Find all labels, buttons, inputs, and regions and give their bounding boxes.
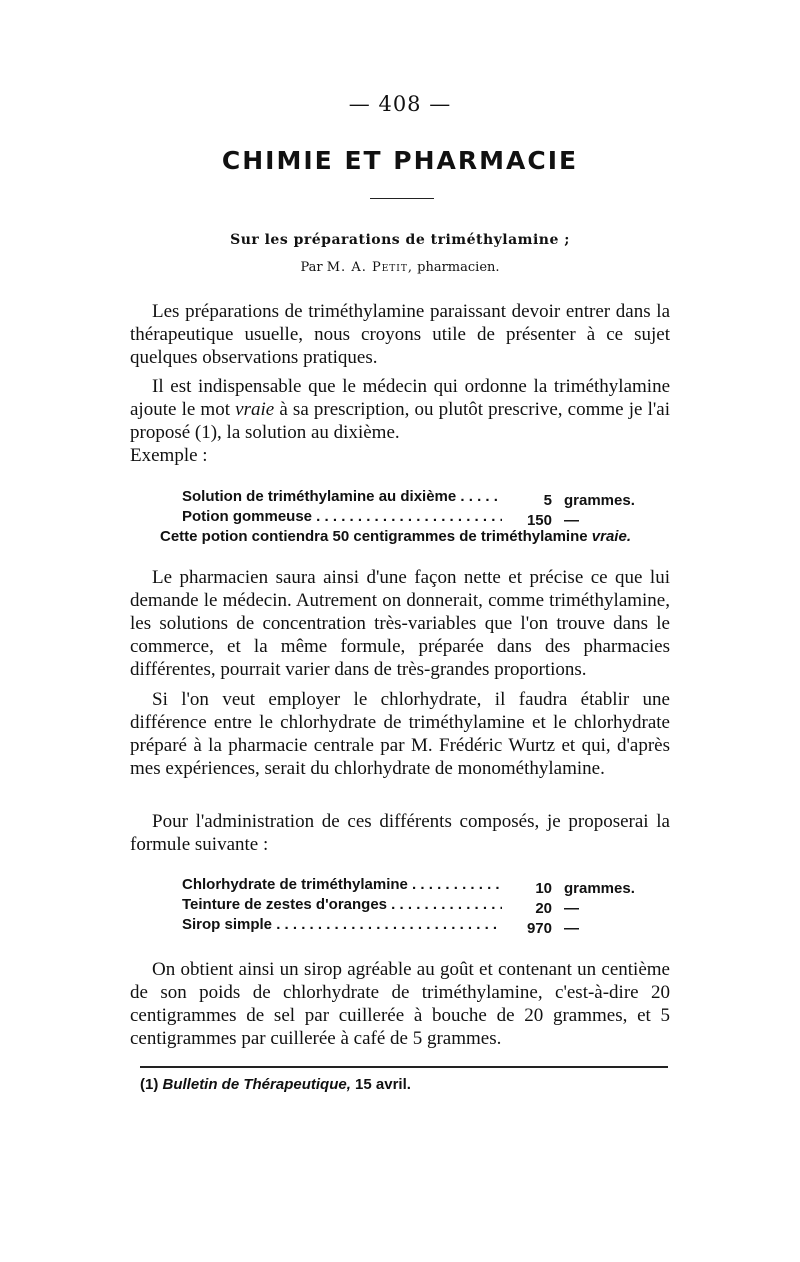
byline-author: M. A. Petit, bbox=[326, 260, 413, 275]
paragraph-4-text: Si l'on veut employer le chlorhydrate, il faudra établir une différence entre le chlorhydrate de triméthylamine et le chlorhydrate préparé à la pharmacie centrale par M. Frédéric Wurtz et qui, d'après mes expériences, serait du chlorhydrate de monométhylamine. bbox=[130, 689, 670, 779]
formula-2-quantity: 20 bbox=[535, 900, 552, 917]
formula-2-quantity: 10 bbox=[535, 880, 552, 897]
formula-1-unit: — bbox=[564, 512, 579, 529]
byline-prefix: Par bbox=[300, 260, 323, 275]
formula-1-note-emphasis: vraie. bbox=[591, 528, 631, 545]
footnote-marker: (1) bbox=[140, 1076, 159, 1093]
footnote bbox=[140, 1076, 411, 1093]
paragraph-3 bbox=[130, 566, 670, 681]
formula-2-row bbox=[182, 916, 644, 937]
paragraph-3-text: Le pharmacien saura ainsi d'une façon nette et précise ce que lui demande le médecin. Autrement on donnerait, comme triméthylamine, les solutions de concentration très-variables que l'on trouve dans le commerce, et la même formule, préparée dans des pharmacies différentes, pourrait varier dans de très-grandes proportions. bbox=[130, 567, 670, 680]
paragraph-6 bbox=[130, 958, 670, 1050]
footnote-source: Bulletin de Thérapeutique, bbox=[162, 1076, 351, 1093]
paragraph-2-text-a: Il est indispensable que le médecin qui ordonne la triméthylamine ajoute le mot bbox=[130, 376, 670, 420]
paragraph-5 bbox=[130, 810, 670, 856]
formula-2-ingredient: Sirop simple . . . bbox=[182, 916, 502, 933]
formula-2-row bbox=[182, 876, 644, 897]
paragraph-2 bbox=[130, 375, 670, 467]
formula-2-ingredient: Teinture de zestes d'oranges . . . bbox=[182, 896, 502, 913]
formula-2-row bbox=[182, 896, 644, 917]
formula-1-quantity: 5 bbox=[543, 492, 552, 509]
paragraph-2-emphasis: vraie bbox=[235, 399, 275, 420]
paragraph-1 bbox=[130, 300, 670, 369]
formula-1-unit: grammes. bbox=[564, 492, 635, 509]
paragraph-6-text: On obtient ainsi un sirop agréable au goût et contenant un centième de son poids de chlorhydrate de triméthylamine, c'est-à-dire 20 centigrammes de sel par cuillerée à bouche de 20 grammes, et 5 centigrammes par cuillerée à café de 5 grammes. bbox=[130, 959, 670, 1049]
paragraph-1-text: Les préparations de triméthylamine paraissant devoir entrer dans la thérapeutique usuelle, nous croyons utile de présenter à ce sujet quelques observations pratiques. bbox=[130, 301, 670, 368]
formula-1-quantity: 150 bbox=[526, 512, 552, 529]
section-title: CHIMIE ET PHARMACIE bbox=[221, 146, 579, 175]
formula-2-ingredient: Chlorhydrate de triméthylamine . . . bbox=[182, 876, 502, 893]
formula-1-ingredient: Solution de triméthylamine au dixième . . . bbox=[182, 488, 502, 505]
page-number: — 408 — bbox=[348, 92, 452, 116]
byline bbox=[130, 260, 670, 275]
footnote-divider bbox=[140, 1066, 668, 1068]
footnote-date: 15 avril. bbox=[355, 1076, 411, 1093]
formula-2-unit: — bbox=[564, 900, 579, 917]
formula-2-unit: grammes. bbox=[564, 880, 635, 897]
formula-1-note-text: Cette potion contiendra 50 centigrammes de triméthylamine bbox=[160, 528, 588, 545]
formula-1-row bbox=[182, 488, 644, 509]
formula-1-row bbox=[182, 508, 644, 529]
paragraph-5-text: Pour l'administration de ces différents composés, je proposerai la formule suivante : bbox=[130, 811, 670, 855]
paragraph-2-example: Exemple : bbox=[130, 445, 208, 466]
formula-1-note bbox=[160, 528, 631, 545]
title-divider bbox=[370, 198, 434, 199]
byline-role: pharmacien. bbox=[417, 260, 500, 275]
formula-2-quantity: 970 bbox=[526, 920, 552, 937]
paragraph-2-text-b: à sa prescription, ou plutôt prescrive, comme je l'ai proposé (1), la solution au dixième. bbox=[130, 399, 671, 443]
article-title: Sur les préparations de triméthylamine ; bbox=[230, 232, 570, 248]
formula-2-unit: — bbox=[564, 920, 579, 937]
paragraph-4 bbox=[130, 688, 670, 780]
formula-1-ingredient: Potion gommeuse . . . bbox=[182, 508, 502, 525]
